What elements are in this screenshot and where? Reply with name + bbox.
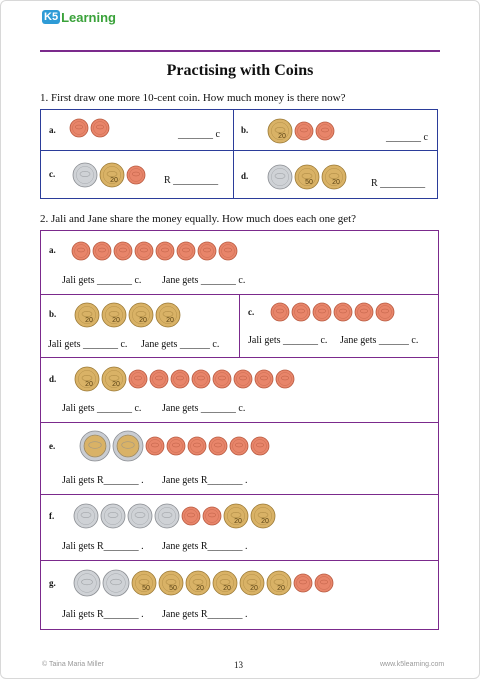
svg-text:50: 50 <box>305 179 313 187</box>
svg-text:20: 20 <box>112 381 120 389</box>
q2-label-b: b. <box>49 309 57 319</box>
svg-text:20: 20 <box>332 179 340 187</box>
coin-10-q2e-5 <box>209 437 227 455</box>
q2-jane-d[interactable]: Jane gets _______ c. <box>162 403 246 414</box>
coin-20-q2g-7 <box>267 571 291 595</box>
q2-label-g: g. <box>49 578 56 588</box>
q2-label-d: d. <box>49 374 57 384</box>
coin-10-q2c-4 <box>355 303 373 321</box>
q2-jali-e[interactable]: Jali gets R_______ . <box>62 475 144 486</box>
q1-answer-b[interactable]: _______ c <box>386 132 428 143</box>
coin-10-q2e-6 <box>230 437 248 455</box>
coin-10-q2e-2 <box>146 437 164 455</box>
svg-text:20: 20 <box>85 317 93 325</box>
footer-copyright: © Taina Maria Miller <box>42 661 104 668</box>
coin-10-q2d-4 <box>171 370 189 388</box>
q2-jali-b[interactable]: Jali gets _______ c. <box>48 339 128 350</box>
q2-jane-c[interactable]: Jane gets ______ c. <box>340 335 419 346</box>
q1-label-c: c. <box>49 169 56 179</box>
coin-10-q2c-0 <box>271 303 289 321</box>
q2-label-a: a. <box>49 245 56 255</box>
coin-r1-q2f-2 <box>128 504 152 528</box>
logo-learning: Learning <box>61 9 116 25</box>
coin-10-q1a-1 <box>91 119 109 137</box>
coin-r1-q1d-0 <box>268 165 292 189</box>
q1-label-b: b. <box>241 125 249 135</box>
q2-jali-d[interactable]: Jali gets _______ c. <box>62 403 142 414</box>
q2-jane-f[interactable]: Jane gets R_______ . <box>162 541 248 552</box>
coin-10-q2g-8 <box>294 574 312 592</box>
coin-20-q2g-5 <box>213 571 237 595</box>
coin-10-q2d-7 <box>234 370 252 388</box>
coin-20-q2g-4 <box>186 571 210 595</box>
q1-answer-d[interactable]: R _________ <box>371 178 426 189</box>
coin-r2-q2g-0 <box>74 570 100 596</box>
coin-10-q1b-2 <box>316 122 334 140</box>
q1-answer-a[interactable]: _______ c <box>178 129 220 140</box>
coin-10-q2d-5 <box>192 370 210 388</box>
coin-r1-q2f-3 <box>155 504 179 528</box>
svg-text:20: 20 <box>112 317 120 325</box>
svg-text:50: 50 <box>142 585 150 593</box>
q2-jali-g[interactable]: Jali gets R_______ . <box>62 609 144 620</box>
coin-20-q2b-1 <box>102 303 126 327</box>
coin-20-q2b-0 <box>75 303 99 327</box>
q2-label-e: e. <box>49 441 56 451</box>
coin-10-q2g-9 <box>315 574 333 592</box>
svg-text:20: 20 <box>278 133 286 141</box>
coin-r1-q2f-0 <box>74 504 98 528</box>
coin-r1-q2f-1 <box>101 504 125 528</box>
svg-text:20: 20 <box>110 177 118 185</box>
coin-10-q2a-4 <box>156 242 174 260</box>
coin-20-q2g-6 <box>240 571 264 595</box>
coin-10-q2f-4 <box>182 507 200 525</box>
coin-20-q2d-1 <box>102 367 126 391</box>
coin-r5-q2e-0 <box>80 431 110 461</box>
q2-jane-e[interactable]: Jane gets R_______ . <box>162 475 248 486</box>
q2-label-f: f. <box>49 511 55 521</box>
q2-prompt: 2. Jali and Jane share the money equally. How much does each one get? <box>40 213 357 225</box>
svg-text:20: 20 <box>250 585 258 593</box>
coin-10-q2f-5 <box>203 507 221 525</box>
coin-20-q1b-0 <box>268 119 292 143</box>
q1-label-d: d. <box>241 171 249 181</box>
coin-20-q2b-3 <box>156 303 180 327</box>
coin-10-q2a-7 <box>219 242 237 260</box>
coin-20-q2f-7 <box>251 504 275 528</box>
svg-text:20: 20 <box>166 317 174 325</box>
coin-50-q2g-2 <box>132 571 156 595</box>
svg-text:20: 20 <box>139 317 147 325</box>
coin-10-q2e-3 <box>167 437 185 455</box>
svg-text:20: 20 <box>196 585 204 593</box>
q2-label-c: c. <box>248 307 255 317</box>
page-title: Practising with Coins <box>166 62 314 79</box>
coin-10-q2d-9 <box>276 370 294 388</box>
coin-10-q2d-2 <box>129 370 147 388</box>
logo-k5: K5 <box>44 11 59 23</box>
coin-20-q2b-2 <box>129 303 153 327</box>
coin-10-q2c-2 <box>313 303 331 321</box>
svg-text:20: 20 <box>277 585 285 593</box>
coin-20-q1d-2 <box>322 165 346 189</box>
coin-10-q1b-1 <box>295 122 313 140</box>
q2-jali-f[interactable]: Jali gets R_______ . <box>62 541 144 552</box>
coin-10-q2d-8 <box>255 370 273 388</box>
coin-10-q2a-0 <box>72 242 90 260</box>
coin-10-q2d-3 <box>150 370 168 388</box>
coin-r5-q2e-1 <box>113 431 143 461</box>
coin-10-q2c-3 <box>334 303 352 321</box>
coin-10-q2a-3 <box>135 242 153 260</box>
coin-20-q1c-1 <box>100 163 124 187</box>
q2-jane-g[interactable]: Jane gets R_______ . <box>162 609 248 620</box>
coin-10-q2a-5 <box>177 242 195 260</box>
svg-text:20: 20 <box>234 518 242 526</box>
svg-text:50: 50 <box>169 585 177 593</box>
coin-10-q2a-6 <box>198 242 216 260</box>
coin-10-q2c-5 <box>376 303 394 321</box>
svg-text:20: 20 <box>261 518 269 526</box>
q1-answer-c[interactable]: R _________ <box>164 175 219 186</box>
q2-jali-a[interactable]: Jali gets _______ c. <box>62 275 142 286</box>
coin-20-q2f-6 <box>224 504 248 528</box>
q2-jali-c[interactable]: Jali gets _______ c. <box>248 335 328 346</box>
coin-10-q1a-0 <box>70 119 88 137</box>
svg-text:20: 20 <box>85 381 93 389</box>
q1-prompt: 1. First draw one more 10-cent coin. How much money is there now? <box>40 92 346 104</box>
coin-20-q2d-0 <box>75 367 99 391</box>
q2-jane-a[interactable]: Jane gets _______ c. <box>162 275 246 286</box>
coin-10-q2c-1 <box>292 303 310 321</box>
coin-10-q2e-4 <box>188 437 206 455</box>
q2-jane-b[interactable]: Jane gets ______ c. <box>141 339 220 350</box>
coin-r2-q2g-1 <box>103 570 129 596</box>
page-number: 13 <box>234 660 243 670</box>
coin-10-q1c-2 <box>127 166 145 184</box>
coin-r1-q1c-0 <box>73 163 97 187</box>
coin-10-q2a-1 <box>93 242 111 260</box>
q1-label-a: a. <box>49 125 56 135</box>
footer-website: www.k5learning.com <box>380 661 445 668</box>
svg-text:20: 20 <box>223 585 231 593</box>
coin-10-q2a-2 <box>114 242 132 260</box>
coin-10-q2e-7 <box>251 437 269 455</box>
coin-10-q2d-6 <box>213 370 231 388</box>
coin-50-q1d-1 <box>295 165 319 189</box>
coin-50-q2g-3 <box>159 571 183 595</box>
